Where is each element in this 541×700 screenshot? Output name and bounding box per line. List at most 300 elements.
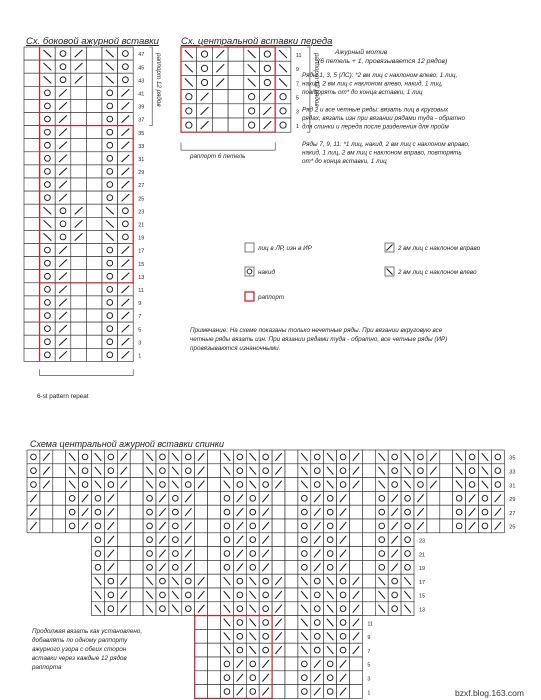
chart-cell (40, 335, 56, 348)
chart-cell (71, 152, 87, 165)
chart-cell (208, 533, 221, 547)
row-number: 5 (295, 95, 299, 102)
row-number: 43 (138, 78, 145, 85)
chart-cell (24, 348, 40, 361)
chart-cell (27, 478, 40, 492)
row-number: 19 (419, 566, 426, 573)
chart-cell (272, 533, 285, 547)
side-bottom-bracket (40, 369, 134, 375)
chart-cell (466, 450, 479, 464)
chart-cell (143, 560, 156, 574)
chart-cell (79, 478, 92, 492)
chart-cell (375, 505, 388, 519)
chart-cell (24, 322, 40, 335)
chart-cell (401, 519, 414, 533)
chart-cell (86, 86, 102, 99)
chart-cell (362, 560, 375, 574)
back-chart-title: Схема центральной ажурной вставки спинки (30, 439, 224, 449)
chart-cell (40, 178, 56, 191)
chart-cell (182, 574, 195, 588)
front-chart-grid (181, 47, 291, 132)
chart-cell (337, 616, 350, 630)
chart-cell (440, 491, 453, 505)
chart-cell (388, 588, 401, 602)
chart-cell (337, 450, 350, 464)
chart-cell (311, 478, 324, 492)
chart-cell (130, 602, 143, 616)
row-number: 23 (138, 209, 145, 216)
chart-cell (298, 671, 311, 685)
chart-cell (86, 335, 102, 348)
chart-cell (375, 491, 388, 505)
row-number: 7 (295, 81, 299, 88)
chart-cell (350, 657, 363, 671)
back-band-middle (92, 533, 415, 616)
side-chart-grid (24, 47, 133, 361)
chart-cell (401, 547, 414, 561)
side-repeat-caption: 6-st pattern repeat (37, 393, 89, 400)
chart-cell (71, 283, 87, 296)
chart-cell (24, 152, 40, 165)
chart-cell (143, 505, 156, 519)
chart-cell (375, 560, 388, 574)
chart-cell (285, 602, 298, 616)
chart-cell (208, 519, 221, 533)
chart-cell (272, 519, 285, 533)
text-line: Ряды 1, 3, 5 (ЛС): *2 вм лиц с наклоном влево, 1 лиц, (302, 72, 458, 79)
chart-cell (24, 113, 40, 126)
chart-cell (311, 588, 324, 602)
chart-cell (246, 533, 259, 547)
chart-cell (453, 505, 466, 519)
chart-cell (24, 191, 40, 204)
chart-cell (375, 547, 388, 561)
chart-cell (53, 478, 66, 492)
chart-cell (117, 547, 130, 561)
chart-cell (208, 588, 221, 602)
chart-cell (440, 464, 453, 478)
chart-cell (24, 178, 40, 191)
chart-cell (285, 671, 298, 685)
chart-cell (221, 657, 234, 671)
chart-cell (324, 560, 337, 574)
chart-cell (259, 464, 272, 478)
chart-cell (298, 491, 311, 505)
chart-cell (337, 629, 350, 643)
text-line: Примечание: На схеме показаны только нечетные ряды. При вязании вкруговую все (190, 327, 443, 334)
row-number: 37 (138, 117, 145, 124)
chart-cell (24, 217, 40, 230)
chart-cell (40, 348, 56, 361)
chart-cell (324, 547, 337, 561)
chart-cell (86, 204, 102, 217)
chart-cell (71, 322, 87, 335)
chart-cell (169, 560, 182, 574)
chart-cell (337, 574, 350, 588)
chart-cell (375, 519, 388, 533)
chart-cell (337, 643, 350, 657)
back-band-top (27, 450, 504, 533)
chart-cell (118, 47, 134, 60)
chart-cell (272, 685, 285, 699)
chart-cell (182, 450, 195, 464)
row-number: 5 (138, 327, 142, 334)
chart-cell (337, 602, 350, 616)
chart-cell (169, 505, 182, 519)
legend-repeat-label: раппорт (258, 294, 285, 301)
chart-cell (208, 464, 221, 478)
row-number: 9 (295, 67, 299, 74)
chart-cell (156, 588, 169, 602)
chart-cell (233, 643, 246, 657)
row-number: 1 (367, 690, 371, 697)
chart-cell (208, 671, 221, 685)
front-bottom-bracket (181, 142, 275, 150)
text-line: ажурного узора с обеих сторон (32, 646, 127, 653)
chart-cell (40, 491, 53, 505)
chart-cell (285, 519, 298, 533)
chart-cell (362, 464, 375, 478)
chart-cell (86, 270, 102, 283)
chart-cell (71, 296, 87, 309)
chart-cell (362, 602, 375, 616)
chart-cell (246, 671, 259, 685)
chart-cell (86, 126, 102, 139)
chart-cell (182, 602, 195, 616)
row-number: 33 (509, 469, 516, 476)
chart-cell (233, 478, 246, 492)
chart-cell (24, 270, 40, 283)
chart-cell (272, 505, 285, 519)
chart-cell (156, 478, 169, 492)
chart-cell (208, 657, 221, 671)
chart-cell (228, 90, 244, 104)
chart-cell (311, 602, 324, 616)
chart-cell (259, 574, 272, 588)
chart-cell (27, 450, 40, 464)
chart-cell (86, 191, 102, 204)
chart-cell (40, 296, 56, 309)
chart-cell (350, 671, 363, 685)
chart-cell (350, 505, 363, 519)
chart-cell (275, 118, 291, 132)
chart-cell (208, 560, 221, 574)
chart-cell (86, 165, 102, 178)
chart-cell (118, 230, 134, 243)
chart-cell (104, 450, 117, 464)
chart-cell (195, 547, 208, 561)
chart-cell (130, 450, 143, 464)
chart-cell (285, 547, 298, 561)
chart-cell (350, 533, 363, 547)
chart-cell (260, 61, 276, 75)
chart-cell (285, 464, 298, 478)
chart-cell (102, 309, 118, 322)
chart-cell (71, 309, 87, 322)
text-line: Ряд 2 и все четные ряды: вязать лиц в круговых (302, 106, 449, 114)
row-number: 27 (509, 510, 516, 517)
chart-cell (233, 588, 246, 602)
chart-cell (102, 283, 118, 296)
chart-cell (40, 257, 56, 270)
chart-cell (130, 574, 143, 588)
chart-cell (66, 505, 79, 519)
chart-cell (40, 139, 56, 152)
chart-cell (246, 491, 259, 505)
chart-cell (24, 283, 40, 296)
chart-cell (246, 547, 259, 561)
chart-cell (228, 118, 244, 132)
chart-cell (55, 47, 71, 60)
chart-cell (102, 178, 118, 191)
chart-cell (104, 574, 117, 588)
chart-cell (362, 588, 375, 602)
chart-cell (130, 491, 143, 505)
chart-cell (221, 491, 234, 505)
row-number: 35 (138, 130, 145, 137)
row-number: 9 (367, 635, 371, 642)
chart-cell (311, 629, 324, 643)
row-number: 17 (419, 579, 426, 586)
chart-cell (130, 547, 143, 561)
chart-cell (71, 178, 87, 191)
chart-cell (246, 560, 259, 574)
chart-cell (195, 657, 208, 671)
row-number: 5 (367, 662, 371, 669)
chart-cell (228, 47, 244, 61)
text-line: повторять от* до конца вставки, 1 лиц (302, 89, 423, 97)
chart-cell (79, 464, 92, 478)
chart-cell (388, 574, 401, 588)
text-line: Ряды 7, 9, 11: *1 лиц, накид, 2 вм лиц с наклоном вправо, (302, 140, 470, 148)
chart-cell (24, 86, 40, 99)
chart-cell (55, 230, 71, 243)
chart-cell (298, 685, 311, 699)
row-number: 7 (138, 314, 142, 321)
chart-cell (324, 657, 337, 671)
chart-cell (272, 657, 285, 671)
chart-cell (71, 126, 87, 139)
row-number: 21 (138, 222, 145, 229)
chart-cell (102, 270, 118, 283)
text-line: добавлять по одному раппорту (32, 637, 128, 644)
chart-cell (324, 685, 337, 699)
chart-cell (117, 491, 130, 505)
chart-cell (285, 629, 298, 643)
chart-cell (401, 505, 414, 519)
chart-cell (298, 533, 311, 547)
chart-cell (350, 560, 363, 574)
chart-cell (197, 61, 213, 75)
chart-cell (298, 519, 311, 533)
chart-cell (40, 152, 56, 165)
chart-cell (208, 478, 221, 492)
chart-cell (86, 230, 102, 243)
chart-cell (233, 629, 246, 643)
row-number: 11 (295, 52, 302, 59)
chart-cell (285, 491, 298, 505)
chart-cell (285, 450, 298, 464)
chart-cell (117, 505, 130, 519)
legend-knit-label: лиц в ЛР, изн в ИР (258, 245, 312, 252)
chart-cell (246, 505, 259, 519)
chart-cell (86, 296, 102, 309)
chart-cell (233, 602, 246, 616)
chart-cell (311, 574, 324, 588)
chart-cell (311, 450, 324, 464)
chart-cell (24, 244, 40, 257)
chart-cell (118, 217, 134, 230)
chart-cell (71, 86, 87, 99)
chart-cell (440, 505, 453, 519)
chart-cell (285, 685, 298, 699)
chart-cell (92, 491, 105, 505)
chart-cell (102, 126, 118, 139)
chart-cell (414, 450, 427, 464)
chart-cell (104, 602, 117, 616)
chart-cell (195, 560, 208, 574)
chart-cell (479, 519, 492, 533)
chart-cell (362, 478, 375, 492)
chart-cell (143, 533, 156, 547)
chart-cell (130, 519, 143, 533)
chart-cell (221, 519, 234, 533)
row-number: 25 (509, 524, 516, 531)
chart-cell (71, 99, 87, 112)
row-number: 27 (138, 183, 145, 190)
chart-cell (102, 348, 118, 361)
motif-subtitle: (6 петель + 1, провязывается 12 рядов) (318, 58, 448, 65)
chart-cell (466, 478, 479, 492)
chart-cell (24, 73, 40, 86)
chart-cell (491, 450, 504, 464)
chart-cell (401, 491, 414, 505)
chart-cell (102, 244, 118, 257)
chart-cell (24, 165, 40, 178)
chart-cell (169, 519, 182, 533)
chart-cell (117, 560, 130, 574)
chart-cell (208, 505, 221, 519)
chart-cell (92, 547, 105, 561)
chart-cell (86, 139, 102, 152)
chart-cell (208, 547, 221, 561)
row-number: 1 (138, 353, 142, 360)
chart-cell (362, 491, 375, 505)
chart-cell (479, 505, 492, 519)
chart-cell (285, 588, 298, 602)
row-number: 15 (419, 593, 426, 600)
row-number: 33 (138, 143, 145, 150)
chart-cell (228, 61, 244, 75)
row-number: 13 (138, 274, 145, 281)
chart-cell (40, 99, 56, 112)
text-line: четные ряды вязать изн. При вязании рядами туда - обратно, все четные ряды (ИР) (190, 336, 448, 343)
chart-cell (55, 204, 71, 217)
chart-cell (208, 574, 221, 588)
chart-cell (388, 478, 401, 492)
row-number: 31 (509, 483, 516, 490)
chart-cell (285, 643, 298, 657)
chart-cell (401, 560, 414, 574)
row-number: 47 (138, 52, 145, 59)
chart-cell (40, 165, 56, 178)
chart-cell (40, 126, 56, 139)
text-line: накид, 1 лиц, 2 вм лиц с наклоном вправо, повторять (302, 149, 462, 157)
chart-cell (285, 574, 298, 588)
row-number: 1 (295, 123, 299, 130)
chart-cell (388, 450, 401, 464)
chart-cell (285, 478, 298, 492)
chart-cell (272, 491, 285, 505)
row-number: 13 (419, 607, 426, 614)
chart-cell (350, 491, 363, 505)
chart-cell (275, 104, 291, 118)
chart-cell (40, 505, 53, 519)
chart-cell (104, 478, 117, 492)
chart-cell (208, 616, 221, 630)
chart-cell (246, 519, 259, 533)
chart-cell (118, 73, 134, 86)
chart-cell (337, 464, 350, 478)
chart-cell (24, 257, 40, 270)
row-number: 17 (138, 248, 145, 255)
row-number: 29 (138, 170, 145, 177)
row-number: 7 (367, 648, 371, 655)
chart-cell (40, 270, 56, 283)
chart-cell (298, 547, 311, 561)
chart-cell (298, 505, 311, 519)
chart-cell (79, 450, 92, 464)
chart-cell (143, 519, 156, 533)
chart-cell (324, 491, 337, 505)
front-chart-title: Сх. центральной вставки переда (181, 36, 333, 47)
note (190, 326, 447, 352)
chart-cell (86, 348, 102, 361)
chart-cell (118, 204, 134, 217)
chart-cell (86, 113, 102, 126)
chart-cell (169, 547, 182, 561)
chart-cell (233, 574, 246, 588)
chart-cell (71, 270, 87, 283)
chart-cell (195, 491, 208, 505)
chart-cell (86, 257, 102, 270)
chart-cell (92, 519, 105, 533)
chart-cell (197, 75, 213, 89)
row-number: 3 (295, 109, 299, 116)
legend-k2tog-left-label: 2 вм лиц с наклоном влево (398, 269, 477, 276)
row-number: 45 (138, 65, 145, 72)
chart-cell (414, 478, 427, 492)
side-chart-title: Сх. боковой ажурной вставки (26, 36, 159, 47)
chart-cell (246, 657, 259, 671)
chart-cell (118, 60, 134, 73)
chart-cell (86, 60, 102, 73)
chart-cell (156, 464, 169, 478)
chart-cell (228, 104, 244, 118)
chart-cell (212, 90, 228, 104)
chart-cell (440, 478, 453, 492)
back-continue-text (31, 627, 142, 671)
chart-cell (298, 560, 311, 574)
chart-cell (195, 685, 208, 699)
chart-cell (130, 533, 143, 547)
chart-cell (440, 450, 453, 464)
chart-cell (71, 348, 87, 361)
chart-cell (453, 519, 466, 533)
chart-cell (259, 478, 272, 492)
chart-cell (272, 547, 285, 561)
chart-cell (55, 60, 71, 73)
